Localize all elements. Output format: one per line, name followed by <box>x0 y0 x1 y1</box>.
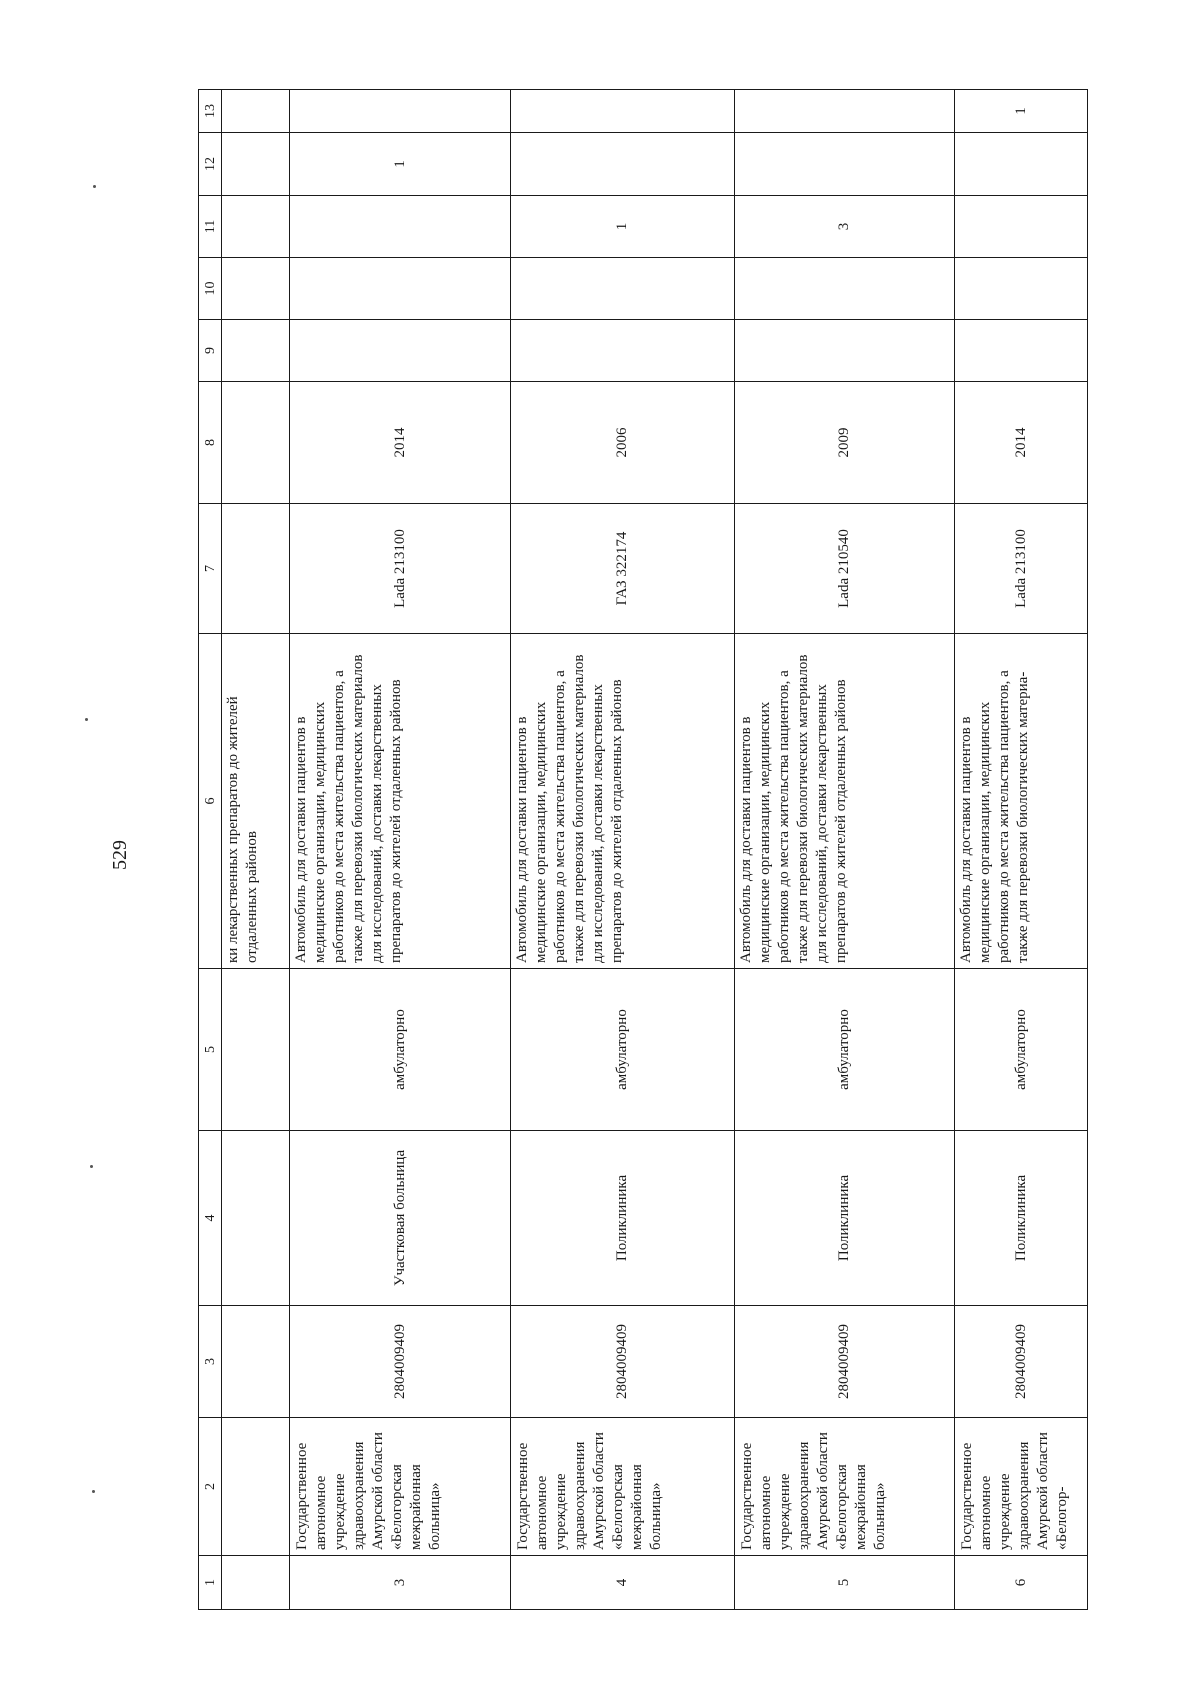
row-number-cell: 3 <box>290 1556 511 1610</box>
col-header: 13 <box>199 90 222 133</box>
care-type-cell: амбулаторно <box>734 969 955 1131</box>
care-type-cell: амбулаторно <box>290 969 511 1131</box>
col-header: 10 <box>199 258 222 320</box>
table-row <box>734 90 955 1610</box>
purpose-cell: Автомобиль для доставки пациентов в медицинские организации, медицинских работников до места жительства пациентов, а также для перевозки биологических материалов для исследований, доставки лекарственных препаратов до жителей отдаленных районов <box>511 634 734 969</box>
row-number-cell: 4 <box>511 1556 734 1610</box>
organization-cell: Государственное автономное учреждение здравоохранения Амурской области «Белогорская межрайонная больница» <box>734 1418 955 1556</box>
col-header: 6 <box>199 634 222 969</box>
value-cell <box>511 258 734 320</box>
value-cell: 3 <box>734 196 955 258</box>
scan-speck <box>93 185 96 188</box>
value-cell <box>734 320 955 382</box>
col-header: 4 <box>199 1131 222 1306</box>
year-cell: 2009 <box>734 382 955 504</box>
unit-cell: Поликлиника <box>734 1131 955 1306</box>
purpose-cell: Автомобиль для доставки пациентов в медицинские организации, медицинских работников до места жительства пациентов, а также для перевозки биологических материалов для исследований, доставки лекарственных препаратов до жителей отдаленных районов <box>290 634 511 969</box>
scan-speck <box>92 1490 95 1493</box>
value-cell: 1 <box>511 196 734 258</box>
col-header: 3 <box>199 1306 222 1418</box>
unit-cell: Участковая больница <box>290 1131 511 1306</box>
model-cell: Lada 213100 <box>290 504 511 634</box>
header-row <box>199 90 222 1610</box>
organization-cell: Государственное автономное учреждение здравоохранения Амурской области «Белогорская межрайонная больница» <box>290 1418 511 1556</box>
organization-cell: Государственное автономное учреждение здравоохранения Амурской области «Белогор- <box>955 1418 1088 1556</box>
year-cell: 2014 <box>955 382 1088 504</box>
unit-cell: Поликлиника <box>511 1131 734 1306</box>
value-cell <box>734 258 955 320</box>
unit-cell: Поликлиника <box>955 1131 1088 1306</box>
model-cell: Lada 210540 <box>734 504 955 634</box>
scan-speck <box>90 1165 93 1168</box>
inn-cell: 2804009409 <box>511 1306 734 1418</box>
organization-cell: Государственное автономное учреждение здравоохранения Амурской области «Белогорская межрайонная больница» <box>511 1418 734 1556</box>
purpose-cell: Автомобиль для доставки пациентов в медицинские организации, медицинских работников до места жительства пациентов, а также для перевозки биологических материа- <box>955 634 1088 969</box>
page-number: 529 <box>109 840 131 870</box>
table-row-continuation <box>222 90 290 1610</box>
model-cell: ГАЗ 322174 <box>511 504 734 634</box>
year-cell: 2006 <box>511 382 734 504</box>
vehicle-table <box>198 89 1088 1610</box>
care-type-cell: амбулаторно <box>511 969 734 1131</box>
value-cell <box>511 90 734 133</box>
col-header: 12 <box>199 133 222 196</box>
inn-cell: 2804009409 <box>955 1306 1088 1418</box>
value-cell <box>290 320 511 382</box>
table-row <box>955 90 1088 1610</box>
value-cell <box>955 258 1088 320</box>
model-cell: Lada 213100 <box>955 504 1088 634</box>
value-cell <box>955 320 1088 382</box>
table-row <box>290 90 511 1610</box>
col-header: 5 <box>199 969 222 1131</box>
inn-cell: 2804009409 <box>290 1306 511 1418</box>
table-row <box>511 90 734 1610</box>
col-header: 8 <box>199 382 222 504</box>
scan-speck <box>85 718 88 721</box>
care-type-cell: амбулаторно <box>955 969 1088 1131</box>
value-cell <box>290 258 511 320</box>
value-cell <box>955 133 1088 196</box>
value-cell <box>734 90 955 133</box>
value-cell <box>290 90 511 133</box>
col-header: 2 <box>199 1418 222 1556</box>
col-header: 7 <box>199 504 222 634</box>
purpose-cell: ки лекарственных препаратов до жителей отдаленных районов <box>222 634 290 969</box>
value-cell <box>511 133 734 196</box>
row-number-cell: 5 <box>734 1556 955 1610</box>
col-header: 11 <box>199 196 222 258</box>
value-cell <box>290 196 511 258</box>
value-cell: 1 <box>955 90 1088 133</box>
value-cell <box>955 196 1088 258</box>
table-container <box>198 90 1088 1610</box>
value-cell <box>511 320 734 382</box>
row-number-cell: 6 <box>955 1556 1088 1610</box>
value-cell <box>734 133 955 196</box>
inn-cell: 2804009409 <box>734 1306 955 1418</box>
col-header: 9 <box>199 320 222 382</box>
purpose-cell: Автомобиль для доставки пациентов в медицинские организации, медицинских работников до места жительства пациентов, а также для перевозки биологических материалов для исследований, доставки лекарственных препаратов до жителей отдаленных районов <box>734 634 955 969</box>
value-cell: 1 <box>290 133 511 196</box>
year-cell: 2014 <box>290 382 511 504</box>
col-header: 1 <box>199 1556 222 1610</box>
